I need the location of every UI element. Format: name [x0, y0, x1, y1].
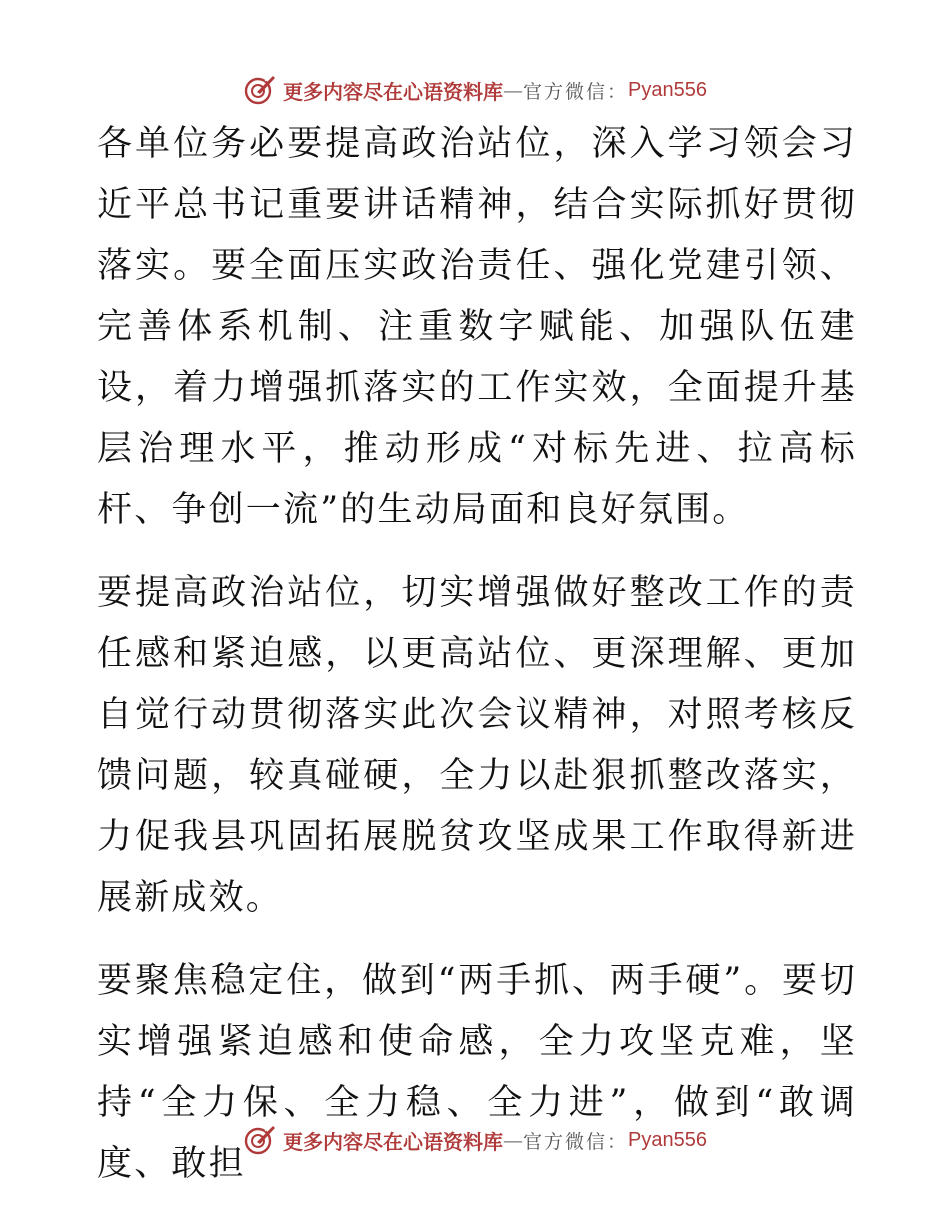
banner-wechat-id: Pyan556: [628, 78, 707, 101]
banner-dash: —: [503, 78, 523, 102]
quill-pen-logo-icon: [243, 1123, 277, 1157]
header-banner: [0, 70, 950, 110]
document-body: [97, 114, 857, 1195]
paragraph-2: 要提高政治站位，切实增强做好整改工作的责任感和紧迫感，以更高站位、更深理解、更加自觉行动贯彻落实此次会议精神，对照考核反馈问题，较真碰硬，全力以赴狠抓整改落实，力促我县巩固拓展脱贫攻坚成果工作取得新进展新成效。: [97, 573, 857, 918]
banner-wechat-id: Pyan556: [628, 1128, 707, 1151]
banner-dash: —: [503, 1128, 523, 1152]
paragraph-1: 各单位务必要提高政治站位，深入学习领会习近平总书记重要讲话精神，结合实际抓好贯彻落实。要全面压实政治责任、强化党建引领、完善体系机制、注重数字赋能、加强队伍建设，着力增强抓落实的工作实效，全面提升基层治理水平，推动形成“对标先进、拉高标杆、争创一流”的生动局面和良好氛围。: [97, 124, 857, 530]
footer-banner: [0, 1120, 950, 1160]
banner-wechat-label: 官方微信：: [523, 1130, 629, 1153]
quill-pen-logo-icon: [243, 73, 277, 107]
banner-site-name: 更多内容尽在心语资料库: [283, 79, 503, 104]
banner-site-name: 更多内容尽在心语资料库: [283, 1129, 503, 1154]
banner-wechat-label: 官方微信：: [523, 80, 629, 103]
paragraph-3: 要聚焦稳定住，做到“两手抓、两手硬”。要切实增强紧迫感和使命感，全力攻坚克难，坚持“全力保、全力稳、全力进”，做到“敢调度、敢担: [97, 961, 857, 1184]
